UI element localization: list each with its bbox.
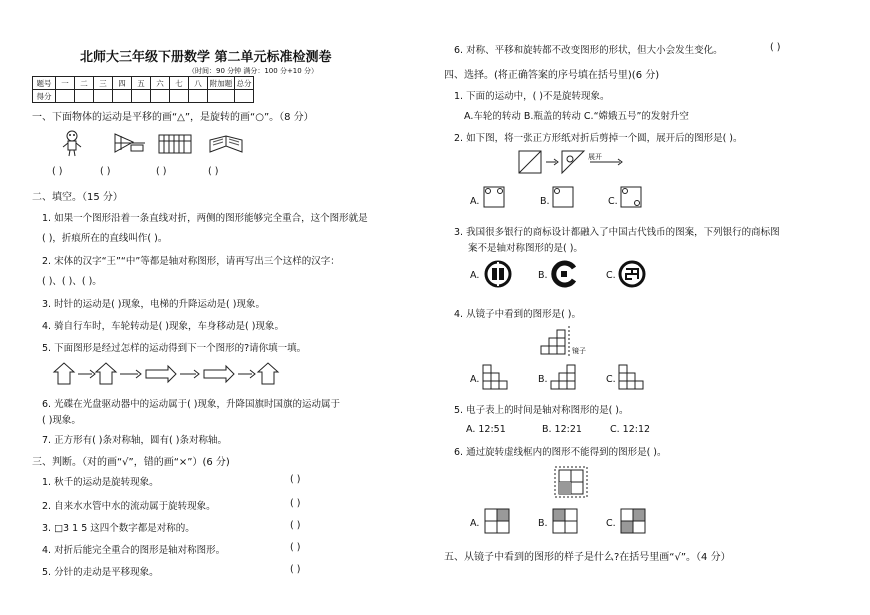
- options-text: A.车轮的转动 B.瓶盖的转动 C.“嫦娥五号”的发射升空: [464, 111, 689, 122]
- answer-paren[interactable]: ( ): [290, 564, 301, 575]
- option-letter[interactable]: B.: [538, 374, 548, 385]
- page-subtitle: （时间：90 分钟 满分：100 分+10 分）: [188, 67, 318, 75]
- score-cell: 总分: [236, 78, 252, 88]
- option-text[interactable]: B. 12:21: [542, 424, 582, 435]
- question-text: ( )，折痕所在的直线叫作( )。: [42, 233, 168, 244]
- section-5-title: 五、从镜子中看到的图形的样子是什么?在括号里画“√”。（4 分）: [444, 552, 731, 563]
- section-1-title: 一、下面物体的运动是平移的画“△”，是旋转的画“○”。（8 分）: [32, 112, 314, 123]
- option-text[interactable]: A. 12:51: [466, 424, 506, 435]
- rotation-option-c-icon: [620, 508, 646, 534]
- judge-item: 2. 自来水水管中水的流动属于旋转现象。: [42, 501, 216, 512]
- score-input[interactable]: [170, 90, 189, 103]
- answer-paren[interactable]: ( ): [290, 542, 301, 553]
- score-cell: 五: [132, 77, 151, 90]
- mirror-option-c-icon: [618, 364, 644, 390]
- blank[interactable]: ( ): [208, 166, 219, 177]
- score-cell: 八: [189, 77, 208, 90]
- book-icon: [208, 134, 244, 154]
- option-letter[interactable]: B.: [538, 270, 548, 281]
- score-input[interactable]: [189, 90, 208, 103]
- fold-figure: [518, 150, 628, 176]
- arrow-sequence-figure: [56, 362, 296, 386]
- windmill-icon: [113, 132, 147, 154]
- answer-paren[interactable]: ( ): [290, 498, 301, 509]
- section-3-title: 三、判断。（对的画“√”，错的画“×”）(6 分): [32, 457, 230, 468]
- score-input[interactable]: [113, 90, 132, 103]
- score-input[interactable]: [132, 90, 151, 103]
- rotation-figure: [554, 466, 590, 498]
- score-input[interactable]: [208, 90, 235, 103]
- blank[interactable]: ( ): [52, 166, 63, 177]
- option-letter[interactable]: A.: [470, 374, 480, 385]
- score-cell: 七: [170, 77, 189, 90]
- question-text: 1. 如果一个图形沿着一条直线对折，两侧的图形能够完全重合，这个图形就是: [42, 213, 368, 224]
- score-cell: 四: [113, 77, 132, 90]
- question-text: 6. 通过旋转虚线框内的图形不能得到的图形是( )。: [454, 447, 667, 458]
- option-a-square-icon: [483, 186, 505, 208]
- score-input[interactable]: [94, 90, 113, 103]
- question-text: 案不是轴对称图形的是( )。: [468, 243, 583, 254]
- question-text: 2. 如下图，将一张正方形纸对折后剪掉一个圆，展开后的图形是( )。: [454, 133, 743, 144]
- question-text: 7. 正方形有( )条对称轴，圆有( )条对称轴。: [42, 435, 227, 446]
- score-cell: 三: [94, 77, 113, 90]
- mirror-option-a-icon: [482, 364, 508, 390]
- blank[interactable]: ( ): [100, 166, 111, 177]
- option-letter[interactable]: A.: [470, 196, 480, 207]
- score-cell: 附加题: [208, 77, 235, 90]
- option-b-square-icon: [552, 186, 574, 208]
- blank[interactable]: ( ): [156, 166, 167, 177]
- person-icon: [60, 130, 84, 156]
- score-cell: 二: [75, 77, 94, 90]
- mirror-option-b-icon: [550, 364, 576, 390]
- page-title: 北师大三年级下册数学 第二单元标准检测卷: [80, 50, 332, 65]
- score-header-row: [33, 77, 254, 90]
- answer-paren[interactable]: ( ): [770, 42, 781, 53]
- option-text[interactable]: C. 12:12: [610, 424, 651, 435]
- question-text: 6. 光碟在光盘驱动器中的运动属于( )现象，升降国旗时国旗的运动属于: [42, 399, 341, 410]
- question-text: 4. 从镜子中看到的图形是( )。: [454, 309, 582, 320]
- score-table: [32, 76, 254, 103]
- judge-item: 1. 秋千的运动是旋转现象。: [42, 477, 159, 488]
- section-4-title: 四、选择。(将正确答案的序号填在括号里)(6 分): [444, 70, 660, 81]
- option-letter[interactable]: C.: [606, 518, 616, 529]
- option-letter[interactable]: C.: [606, 374, 616, 385]
- judge-item: 4. 对折后能完全重合的图形是轴对称图形。: [42, 545, 226, 556]
- abacus-icon: [158, 134, 192, 154]
- judge-item: 3. □3 1 5 这四个数字都是对称的。: [42, 523, 195, 534]
- question-text: 5. 下面图形是经过怎样的运动得到下一个图形的?请你填一填。: [42, 343, 307, 354]
- bank-logo-c-icon: [618, 260, 646, 288]
- option-letter[interactable]: B.: [538, 518, 548, 529]
- answer-paren[interactable]: ( ): [290, 520, 301, 531]
- question-text: 4. 骑自行车时，车轮转动是( )现象，车身移动是( )现象。: [42, 321, 284, 332]
- option-c-square-icon: [620, 186, 642, 208]
- answer-paren[interactable]: ( ): [290, 474, 301, 485]
- bank-logo-b-icon: [550, 260, 578, 288]
- question-text: ( )、( )、( )。: [42, 276, 102, 287]
- rotation-option-b-icon: [552, 508, 578, 534]
- option-letter[interactable]: B.: [540, 196, 550, 207]
- question-text: 2. 宋体的汉字“王”“中”等都是轴对称图形，请再写出三个这样的汉字：: [42, 256, 340, 267]
- score-label: 得分: [33, 90, 56, 103]
- question-text: 3. 时针的运动是( )现象，电梯的升降运动是( )现象。: [42, 299, 265, 310]
- option-letter[interactable]: C.: [606, 270, 616, 281]
- rotation-option-a-icon: [484, 508, 510, 534]
- question-text: 3. 我国很多银行的商标设计都融入了中国古代钱币的图案，下列银行的商标图: [454, 227, 780, 238]
- unfold-label: 展开: [588, 153, 602, 161]
- question-text: 1. 下面的运动中，( )不是旋转现象。: [454, 91, 610, 102]
- question-text: ( )现象。: [42, 415, 81, 426]
- question-text: 5. 电子表上的时间是轴对称图形的是( )。: [454, 405, 629, 416]
- option-letter[interactable]: A.: [470, 270, 480, 281]
- score-cell: 六: [151, 77, 170, 90]
- judge-item: 6. 对称、平移和旋转都不改变图形的形状，但大小会发生变化。: [454, 45, 723, 56]
- score-cell: 一: [56, 77, 75, 90]
- score-input[interactable]: [56, 90, 75, 103]
- score-cell: 题号: [33, 77, 56, 90]
- score-input[interactable]: [151, 90, 170, 103]
- score-input-row: [33, 90, 254, 103]
- score-input[interactable]: [235, 90, 254, 103]
- score-input[interactable]: [75, 90, 94, 103]
- section-2-title: 二、填空。（15 分）: [32, 192, 123, 203]
- mirror-label: 镜子: [572, 347, 586, 355]
- bank-logo-a-icon: [484, 260, 512, 288]
- judge-item: 5. 分针的走动是平移现象。: [42, 567, 159, 578]
- option-letter[interactable]: A.: [470, 518, 480, 529]
- option-letter[interactable]: C.: [608, 196, 618, 207]
